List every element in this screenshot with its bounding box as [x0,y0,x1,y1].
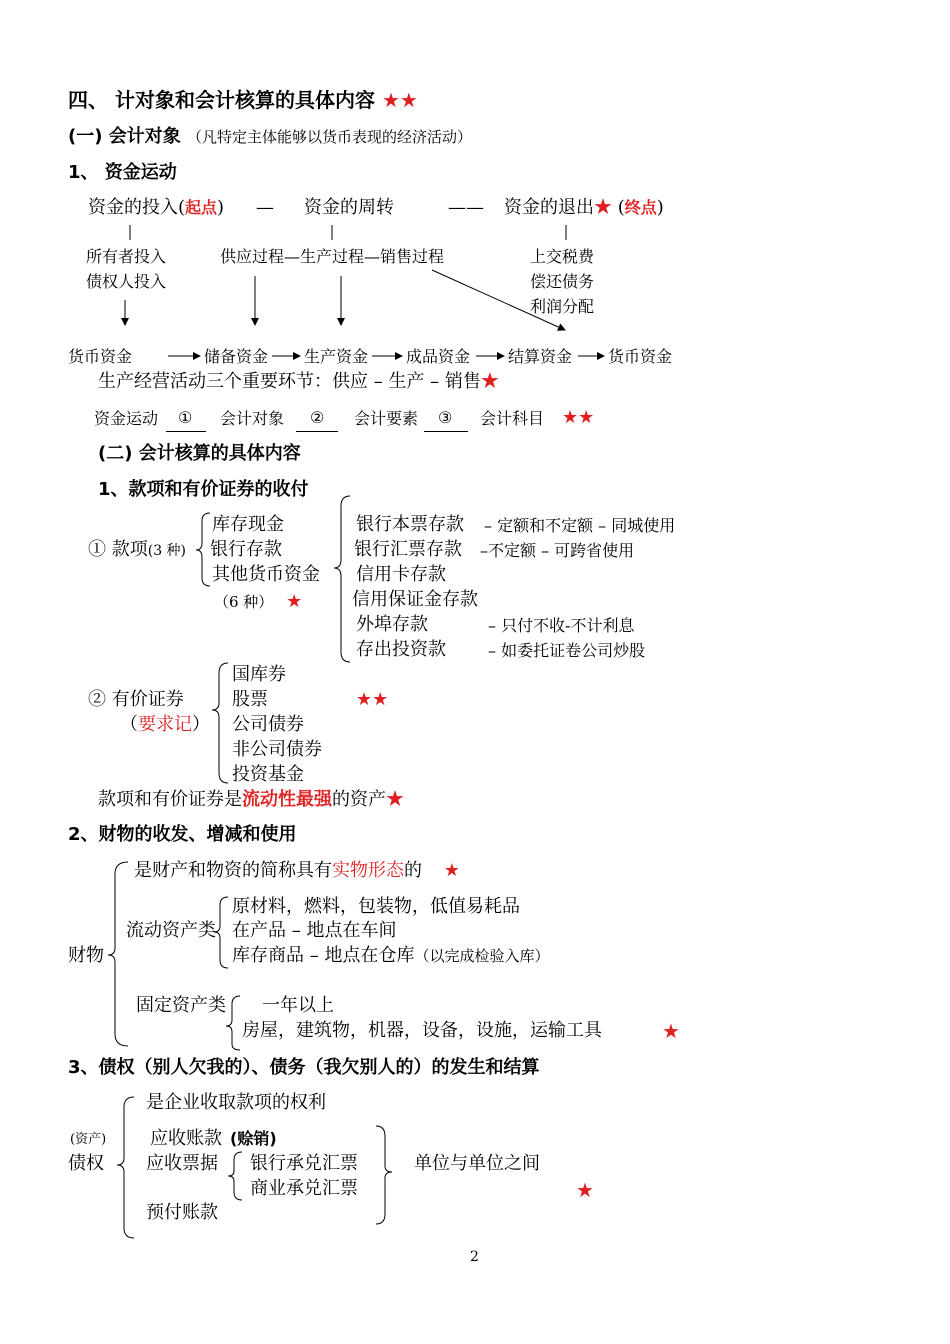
bank-acceptance: 银行承兑汇票 [250,1153,358,1174]
debt-repayment: 偿还债务 [530,272,595,291]
star-icon: ★★ [356,689,389,710]
funds-label: ① 款项(3 种) [88,539,187,560]
security-item: 股票 [232,689,268,710]
fund-exit: 资金的退出★ (终点) [504,197,664,218]
fund-turnover: 资金的周转 [304,197,394,218]
liquidity-note: 款项和有价证券是流动性最强的资产★ [98,789,404,810]
other-fund-name: 存出投资款 [356,639,446,660]
dash: — [256,197,274,218]
star-icon: ★ [286,591,303,612]
other-fund-name: 外埠存款 [356,614,428,635]
other-fund-name: 信用保证金存款 [352,589,478,610]
current-item: 在产品 – 地点在车间 [232,920,397,941]
security-item: 公司债券 [232,714,304,735]
profit-distribution: 利润分配 [530,297,595,316]
prepayments: 预付账款 [146,1202,218,1223]
other-fund-name: 信用卡存款 [356,564,446,585]
page-title: 四、 计对象和会计核算的具体内容 ★★ [68,88,418,112]
star-icon: ★★ [381,88,418,112]
property-definition: 是财产和物资的简称具有实物形态的 ★ [134,860,460,881]
seq-number: ② [310,408,325,427]
fund-item: 银行存款 [210,539,282,560]
other-fund-note: – 如委托证卷公司炒股 [488,641,646,660]
security-item: 非公司债券 [232,739,322,760]
seq-item: 会计要素 [354,409,419,428]
claims-label: 债权 [68,1153,104,1174]
notes-receivable: 应收票据 [146,1153,218,1174]
star-icon: ★ [480,371,499,392]
seq-item: 会计对象 [220,409,285,428]
cycle-stage: 货币资金 [68,347,133,366]
accounts-receivable: 应收账款 (赊销) [150,1128,277,1149]
section-heading-2: (二) 会计核算的具体内容 [98,443,301,464]
section-heading-1: (一) 会计对象 （凡特定主体能够以货币表现的经济活动） [68,126,473,147]
star-icon: ★ [576,1178,594,1202]
current-assets: 流动资产类 [126,920,216,941]
subheading-property: 2、财物的收发、增减和使用 [68,824,297,845]
seq-number: ① [178,408,193,427]
cycle-stage: 结算资金 [508,347,573,366]
other-fund-note: – 只付不收-不计利息 [488,616,635,635]
commercial-acceptance: 商业承兑汇票 [250,1178,358,1199]
tax-payment: 上交税费 [530,247,595,266]
star-icon: ★★ [562,407,595,428]
other-fund-note: – 定额和不定额 – 同城使用 [484,516,676,535]
securities-label: ② 有价证券 [88,689,184,710]
star-icon: ★ [443,860,460,881]
subheading-funds-securities: 1、款项和有价证券的收付 [98,479,309,500]
star-icon: ★ [594,197,612,218]
other-fund-note: –不定额 – 可跨省使用 [480,541,635,560]
claims-definition: 是企业收取款项的权利 [146,1092,326,1113]
cycle-stage: 货币资金 [608,347,673,366]
security-item: 投资基金 [232,764,304,785]
subheading-fund-movement: 1、 资金运动 [68,162,177,183]
subheading-claims: 3、债权（别人欠我的）、债务（我欠别人的）的发生和结算 [68,1057,540,1078]
creditor-input: 债权人投入 [86,272,167,291]
assets-tag: (资产) [70,1132,107,1147]
property-label: 财物 [68,945,104,966]
fund-item: 其他货币资金 [212,564,320,585]
process-chain: 供应过程—生产过程—销售过程 [220,247,445,266]
fixed-assets: 固定资产类 [136,995,226,1016]
cycle-stage: 储备资金 [204,347,269,366]
star-icon: ★ [662,1019,680,1043]
page-number: 2 [470,1249,479,1265]
seq-number: ③ [438,408,453,427]
seq-item: 资金运动 [94,409,159,428]
fund-item: 库存现金 [212,514,284,535]
security-item: 国库券 [232,664,286,685]
fixed-items: 房屋，建筑物，机器，设备，设施，运输工具 [242,1020,602,1041]
three-links: 生产经营活动三个重要环节：供应 – 生产 – 销售★ [98,371,499,392]
star-icon: ★ [386,789,404,810]
dash: —— [448,197,484,218]
cycle-stage: 生产资金 [304,347,369,366]
remember-note: （要求记） [120,714,210,735]
six-types: （6 种） ★ [214,591,303,612]
cycle-stage: 成品资金 [406,347,471,366]
other-fund-name: 银行汇票存款 [354,539,462,560]
seq-item: 会计科目 [480,409,545,428]
current-item: 库存商品 – 地点在仓库（以完成检验入库） [232,945,550,966]
fixed-term: 一年以上 [262,995,334,1016]
between-units: 单位与单位之间 [414,1153,540,1174]
other-fund-name: 银行本票存款 [356,514,464,535]
owner-input: 所有者投入 [86,247,167,266]
current-item: 原材料，燃料，包装物，低值易耗品 [232,896,520,917]
fund-input: 资金的投入(起点) [88,197,225,218]
